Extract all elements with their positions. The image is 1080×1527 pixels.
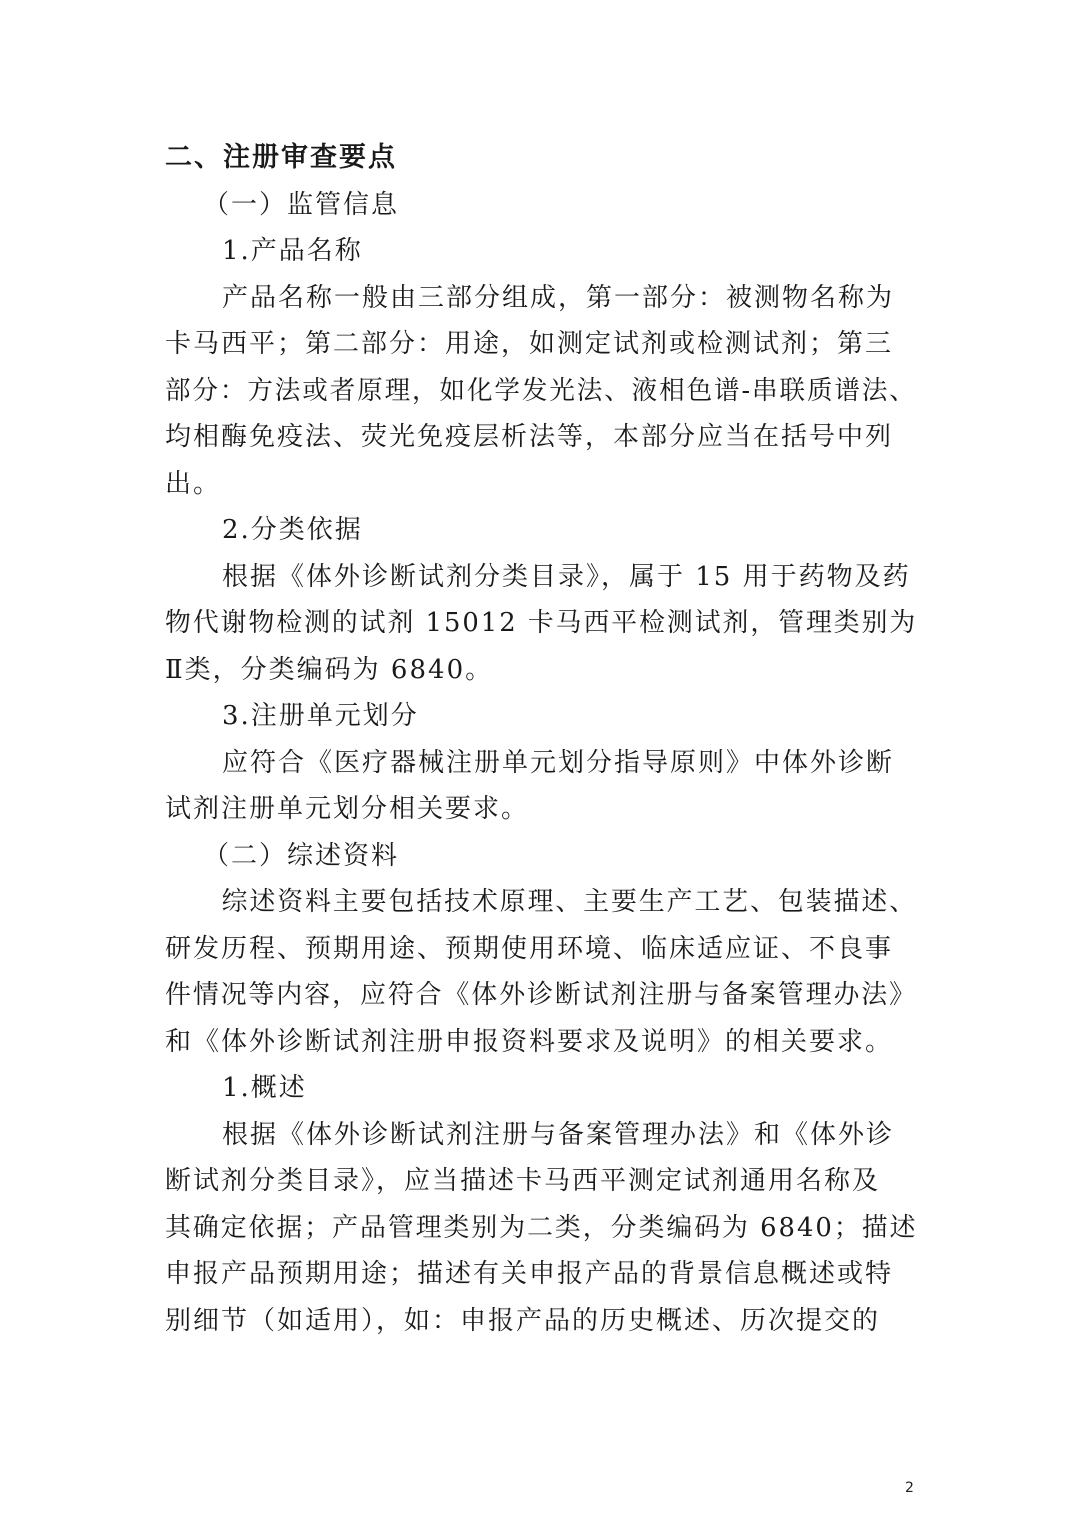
paragraph-line: 别细节（如适用），如：申报产品的历史概述、历次提交的 bbox=[165, 1305, 881, 1336]
paragraph-line: 研发历程、预期用途、预期使用环境、临床适应证、不良事 bbox=[165, 933, 894, 964]
item-title-classification-basis: 2.分类依据 bbox=[222, 515, 363, 545]
paragraph-line: 出。 bbox=[165, 468, 222, 499]
paragraph-line: 均相酶免疫法、荧光免疫层析法等，本部分应当在括号中列 bbox=[165, 422, 894, 452]
paragraph-line: 卡马西平；第二部分：用途，如测定试剂或检测试剂；第三 bbox=[165, 329, 894, 359]
item-title-overview: 1.概述 bbox=[222, 1073, 307, 1103]
paragraph-line: Ⅱ类，分类编码为 6840。 bbox=[165, 654, 494, 685]
section-title: 二、注册审查要点 bbox=[165, 142, 397, 173]
paragraph-line: 和《体外诊断试剂注册申报资料要求及说明》的相关要求。 bbox=[165, 1026, 894, 1057]
paragraph-line: 部分：方法或者原理，如化学发光法、液相色谱-串联质谱法、 bbox=[165, 375, 917, 406]
paragraph-line: 综述资料主要包括技术原理、主要生产工艺、包装描述、 bbox=[221, 887, 918, 917]
paragraph-line: 断试剂分类目录》，应当描述卡马西平测定试剂通用名称及 bbox=[165, 1166, 881, 1196]
paragraph-line: 产品名称一般由三部分组成，第一部分：被测物名称为 bbox=[222, 282, 895, 313]
paragraph-line: 其确定依据；产品管理类别为二类，分类编码为 6840；描述 bbox=[165, 1212, 918, 1243]
paragraph-line: 申报产品预期用途；描述有关申报产品的背景信息概述或特 bbox=[165, 1259, 894, 1289]
item-title-product-name: 1.产品名称 bbox=[222, 236, 363, 266]
paragraph-line: 根据《体外诊断试剂分类目录》，属于 15 用于药物及药 bbox=[222, 561, 911, 592]
subsection-title-summary-materials: （二）综述资料 bbox=[203, 840, 400, 871]
paragraph-line: 试剂注册单元划分相关要求。 bbox=[165, 794, 530, 824]
paragraph-line: 根据《体外诊断试剂注册与备案管理办法》和《体外诊 bbox=[222, 1119, 895, 1150]
item-title-registration-unit: 3.注册单元划分 bbox=[222, 701, 419, 731]
paragraph-line: 应符合《医疗器械注册单元划分指导原则》中体外诊断 bbox=[222, 747, 895, 778]
document-body bbox=[165, 135, 917, 1344]
page-number: 2 bbox=[905, 1480, 914, 1496]
paragraph-line: 物代谢物检测的试剂 15012 卡马西平检测试剂，管理类别为 bbox=[165, 608, 918, 638]
subsection-title-regulatory-info: （一）监管信息 bbox=[203, 189, 400, 220]
paragraph-line: 件情况等内容，应符合《体外诊断试剂注册与备案管理办法》 bbox=[165, 980, 918, 1010]
